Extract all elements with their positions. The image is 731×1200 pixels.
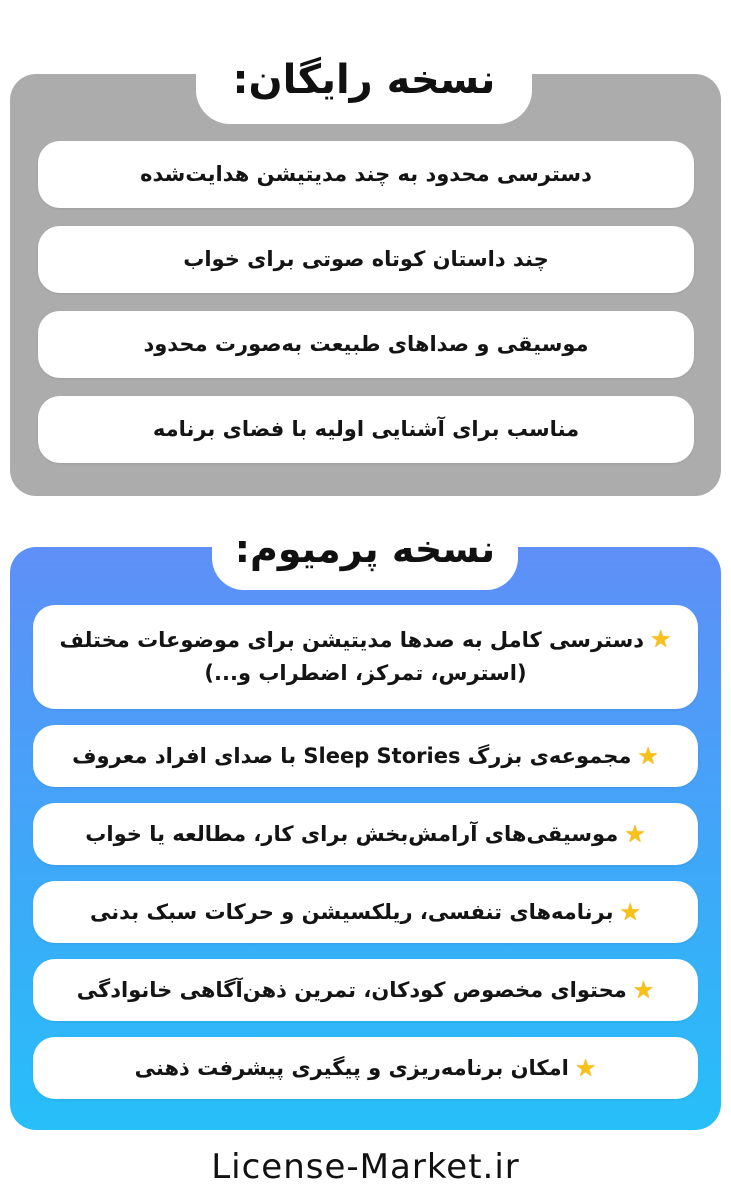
- premium-feature-4: [33, 881, 698, 943]
- free-feature-3: [38, 311, 694, 378]
- star-icon: ★: [632, 976, 655, 1004]
- premium-feature-6: [33, 1037, 698, 1099]
- free-feature-text: مناسب برای آشنایی اولیه با فضای برنامه: [152, 417, 580, 442]
- star-icon: ★: [637, 742, 659, 770]
- premium-feature-2: [33, 725, 698, 787]
- premium-feature-text: دسترسی کامل به صدها مدیتیشن برای موضوعات مختلف (استرس، تمرکز، اضطراب و...): [59, 628, 645, 685]
- free-feature-2: [38, 226, 694, 293]
- footer-site-link[interactable]: License-Market.ir: [211, 1147, 520, 1187]
- premium-feature-text: محتوای مخصوص کودکان، تمرین ذهن‌آگاهی خانوادگی: [76, 977, 627, 1002]
- free-feature-text: چند داستان کوتاه صوتی برای خواب: [183, 247, 549, 272]
- free-feature-4: [38, 396, 694, 463]
- premium-feature-text: امکان برنامه‌ریزی و پیگیری پیشرفت ذهنی: [134, 1055, 569, 1080]
- free-feature-text: دسترسی محدود به چند مدیتیشن هدایت‌شده: [140, 162, 592, 187]
- free-plan-title: نسخه رایگان:: [196, 40, 532, 124]
- star-icon: ★: [650, 625, 672, 654]
- star-icon: ★: [624, 820, 646, 848]
- premium-plan-title: نسخه پرمیوم:: [212, 512, 518, 590]
- premium-feature-text: برنامه‌های تنفسی، ریلکسیشن و حرکات سبک بدنی: [90, 899, 614, 924]
- premium-feature-1: [33, 605, 698, 709]
- premium-feature-text: مجموعه‌ی بزرگ Sleep Stories با صدای افراد معروف: [72, 743, 632, 768]
- free-feature-1: [38, 141, 694, 208]
- premium-feature-3: [33, 803, 698, 865]
- star-icon: ★: [619, 898, 641, 926]
- premium-feature-5: [33, 959, 698, 1021]
- free-feature-text: موسیقی و صداهای طبیعت به‌صورت محدود: [143, 332, 589, 357]
- star-icon: ★: [574, 1054, 597, 1082]
- premium-feature-text: موسیقی‌های آرامش‌بخش برای کار، مطالعه یا خواب: [85, 821, 619, 846]
